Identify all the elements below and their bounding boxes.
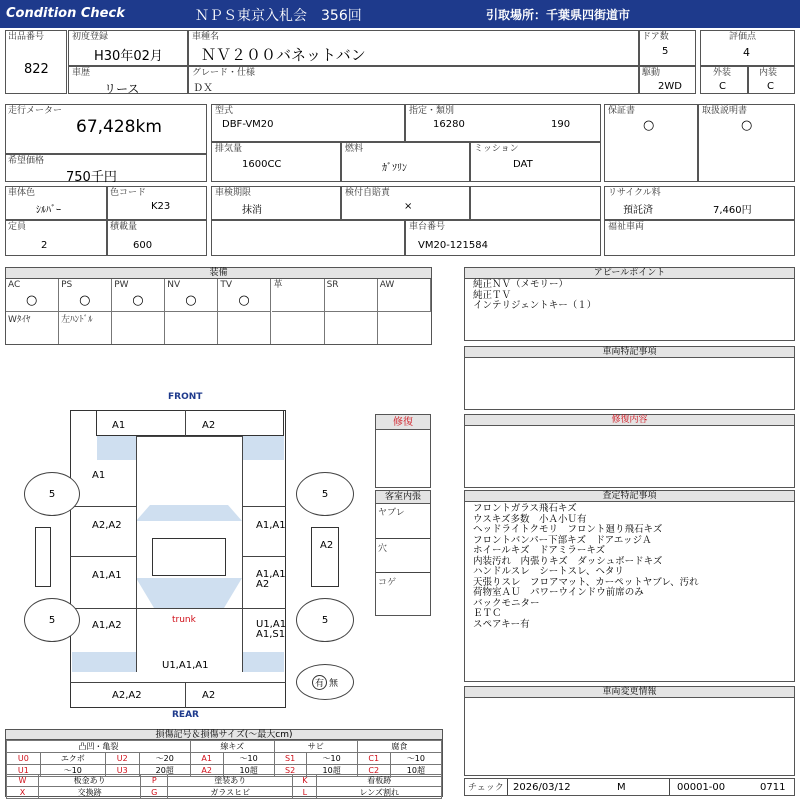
displacement-box: 排気量 1600CC	[211, 142, 341, 182]
exterior-box: 外装 C	[700, 66, 748, 94]
repair-title: 修復	[376, 415, 430, 430]
welfare-box: 福祉車両	[604, 220, 795, 256]
check-label: チェック	[468, 783, 504, 793]
liability-extra	[470, 186, 601, 220]
cabin-title: 客室内張	[376, 491, 430, 504]
fuel-box: 燃料 ｶﾞｿﾘﾝ	[341, 142, 470, 182]
mark-right-quarter: U1,A1 A1,S1	[256, 619, 287, 640]
legend-cell: エクボ	[40, 753, 105, 765]
equipment-extra-cell-4	[218, 312, 271, 344]
price-value: 750千円	[66, 170, 117, 185]
legend-cell: A1	[190, 753, 223, 765]
legend-cell: 10超	[223, 765, 274, 777]
mark-left-rear-door: A1,A1	[92, 570, 122, 581]
capacity-box: 定員 2	[5, 220, 107, 256]
repair-detail-title: 修復内容	[465, 415, 794, 426]
legend-cell: C2	[357, 765, 390, 777]
cabin-item-tear: ヤブレ	[378, 508, 405, 518]
inspection-box: 車検期限 抹消	[211, 186, 341, 220]
grade-value: ＤＸ	[193, 83, 213, 94]
equipment-extra-cell-0	[6, 312, 59, 344]
spare-yes: 有	[312, 675, 327, 690]
windshield	[136, 505, 242, 521]
mirror-left	[35, 527, 51, 587]
header-title: Condition Check	[6, 6, 125, 21]
liability-value: ×	[404, 201, 413, 212]
repair-detail-panel	[464, 414, 795, 488]
equipment-cell-2	[112, 279, 165, 312]
first-reg-box: 初度登録 H30年02月	[68, 30, 188, 66]
equipment-value: ○	[238, 293, 250, 308]
appeal-title: アピールポイント	[465, 268, 794, 279]
first-reg-value: H30年02月	[94, 49, 163, 64]
cabin-item-burn: コゲ	[378, 578, 397, 588]
legend-group-scratch: 線キズ	[190, 741, 274, 753]
mark-left-front-door: A2,A2	[92, 520, 122, 531]
drive-box: 駆動 2WD	[639, 66, 696, 94]
equipment-extra-cell-2	[112, 312, 165, 344]
headlight-right	[242, 436, 284, 460]
footer-code: 00001-00	[677, 782, 726, 793]
spare-none: 無	[329, 678, 339, 689]
legend-cell: 〜10	[306, 753, 357, 765]
recycle-fee: 7,460円	[713, 205, 752, 216]
legend-cell: ガラスヒビ	[168, 787, 293, 799]
inspection-value: 抹消	[242, 205, 262, 216]
roof	[152, 538, 226, 576]
legend-cell: P	[141, 775, 168, 787]
front-label: FRONT	[168, 392, 203, 402]
warranty-value: ○	[643, 118, 655, 133]
mark-rear-right: A2	[202, 690, 216, 701]
equipment-label: AW	[379, 280, 395, 290]
fuel-value: ｶﾞｿﾘﾝ	[382, 163, 407, 174]
legend-cell: 10超	[306, 765, 357, 777]
equipment-value: ○	[79, 293, 91, 308]
legend-group-rust: サビ	[274, 741, 357, 753]
score-value: 4	[743, 46, 750, 59]
mark-front-left: A1	[112, 420, 126, 431]
designation-value: 16280	[433, 119, 465, 130]
pickup-location: 引取場所：千葉県四街道市	[486, 8, 631, 22]
legend-cell: K	[293, 775, 317, 787]
doors-box: ドア数 5	[639, 30, 696, 66]
car-diagram	[20, 388, 360, 718]
manual-value: ○	[741, 118, 753, 133]
legend-cell: 10超	[390, 765, 441, 777]
spare-tire-icon	[296, 664, 354, 700]
rear-window	[136, 578, 242, 608]
legend-cell: U2	[105, 753, 139, 765]
legend-cell: 〜20	[139, 753, 190, 765]
mirror-right	[311, 527, 339, 587]
legend-group-dent: 凸凹・亀裂	[7, 741, 191, 753]
special-notes-title: 車両特記事項	[465, 347, 794, 358]
legend-cell: 〜10	[390, 753, 441, 765]
legend-cell: X	[7, 787, 39, 799]
inspection-notes-panel	[464, 490, 795, 682]
legend-group-corrosion: 腐食	[357, 741, 441, 753]
interior-box: 内装 C	[748, 66, 795, 94]
legend-cell: C1	[357, 753, 390, 765]
chassis-value: VM20-121584	[418, 240, 488, 251]
equipment-label: 革	[273, 280, 283, 290]
grade-box: グレード・仕様 ＤＸ	[188, 66, 639, 94]
equipment-extra-cell-1	[59, 312, 112, 344]
legend-cell: 板金あり	[38, 775, 140, 787]
equipment-label: SR	[326, 280, 339, 290]
legend-cell: 〜10	[223, 753, 274, 765]
equipment-value: ○	[26, 293, 38, 308]
repair-panel	[375, 414, 431, 488]
special-notes-panel	[464, 346, 795, 410]
color-box: 車体色 ｼﾙﾊﾞｰ	[5, 186, 107, 220]
rear-label: REAR	[172, 710, 199, 720]
load-value: 600	[133, 240, 153, 251]
liability-box: 検付自賠責 ×	[341, 186, 470, 220]
equipment-value: ○	[132, 293, 144, 308]
appeal-text: 純正ＮＶ（メモリー） 純正ＴＶ インテリジェントキー（１）	[473, 279, 597, 311]
empty-box	[211, 220, 405, 256]
mark-front-right: A2	[202, 420, 216, 431]
legend-cell: U3	[105, 765, 139, 777]
score-box: 評価点 4	[700, 30, 795, 66]
mileage-value: 67,428km	[76, 117, 162, 137]
header-bar	[0, 0, 800, 28]
mark-hood-left: A1	[92, 470, 106, 481]
legend-damage-table	[6, 740, 442, 777]
equipment-label: AC	[8, 280, 21, 290]
legend-panel	[5, 729, 443, 797]
taillight-left	[72, 652, 136, 672]
checker: M	[617, 782, 626, 793]
equipment-extra-cell-6	[325, 312, 378, 344]
equipment-cell-5	[272, 279, 325, 312]
inspection-notes-title: 査定特記事項	[465, 491, 794, 502]
equipment-extra-label: 左ﾊﾝﾄﾞﾙ	[61, 315, 93, 325]
transmission-value: DAT	[513, 159, 533, 170]
inspection-notes-text: フロントガラス飛石キズ ウスキズ多数 小Ａ小Ｕ有 ヘッドライトクモリ フロント廻り飛石キズ フロントバンパー下部キズ ドアエッジＡ ホイールキズ ドアミラーキズ 内装汚れ 内張りキズ ダッシュボードキズ ハンドルスレ シートスレ、ヘタリ 天張りスレ フロアマット、カーペットヤブレ、汚れ 荷物室ＡＵ パワーウインドウ前席のみ バックモニター ＥＴＣ スペアキー有	[473, 503, 699, 630]
history-box: 車歴 リース	[68, 66, 188, 94]
legend-cell: レンズ割れ	[317, 787, 442, 799]
mark-right-mirror: A2	[320, 540, 334, 551]
chassis-box: 車台番号 VM20-121584	[405, 220, 601, 256]
warranty-box: 保証書 ○	[604, 104, 698, 182]
load-box: 積載量 600	[107, 220, 207, 256]
equipment-cell-7	[378, 279, 431, 312]
lot-box: 出品番号 822	[5, 30, 67, 94]
equipment-cell-3	[165, 279, 218, 312]
mark-rear-bumper: U1,A1,A1	[162, 660, 209, 671]
legend-cell: U1	[7, 765, 41, 777]
equipment-cell-1	[59, 279, 112, 312]
cabin-item-hole: 穴	[378, 544, 388, 554]
trunk-label: trunk	[172, 615, 196, 625]
equipment-cell-4	[218, 279, 271, 312]
changes-title: 車両変更情報	[465, 687, 794, 698]
legend-cell: A2	[190, 765, 223, 777]
doors-value: 5	[662, 46, 669, 57]
recycle-box: リサイクル料 預託済 7,460円	[604, 186, 795, 220]
exterior-value: C	[719, 81, 726, 92]
category-value: 190	[551, 119, 571, 130]
equipment-label: TV	[220, 280, 233, 290]
headlight-left	[97, 436, 136, 460]
legend-title: 損傷記号＆損傷サイズ(〜最大cm)	[6, 730, 442, 740]
lot-number: 822	[24, 62, 49, 77]
transmission-box: ミッション DAT	[470, 142, 601, 182]
auction-name: ＮＰＳ東京入札会 356回	[195, 8, 362, 24]
check-date: 2026/03/12	[513, 782, 571, 793]
recycle-status: 預託済	[623, 205, 653, 216]
equipment-cell-6	[325, 279, 378, 312]
appeal-panel	[464, 267, 795, 341]
model-value: DBF-VM20	[222, 119, 274, 130]
equipment-label: PW	[114, 280, 129, 290]
legend-cell: S2	[274, 765, 306, 777]
legend-cell: G	[141, 787, 168, 799]
equipment-extra-cell-5	[272, 312, 325, 344]
equipment-panel	[5, 267, 432, 345]
color-code-box: 色コード K23	[107, 186, 207, 220]
mark-right-front-door: A1,A1	[256, 520, 286, 531]
equipment-extra-label: Wﾀｲﾔ	[8, 315, 31, 325]
footer-bar	[464, 778, 795, 796]
car-name-box: 車種名 ＮＶ２００バネットバン	[188, 30, 639, 66]
changes-panel	[464, 686, 795, 776]
equipment-value: ○	[185, 293, 197, 308]
wheel-front-left: 5	[24, 472, 80, 516]
legend-cell: 看板跡	[317, 775, 442, 787]
legend-repair-table	[6, 774, 442, 799]
cabin-panel	[375, 490, 431, 616]
taillight-right	[242, 652, 284, 672]
color-value: ｼﾙﾊﾞｰ	[36, 205, 61, 216]
legend-cell: 交換跡	[38, 787, 140, 799]
legend-cell: 塗装あり	[168, 775, 293, 787]
manual-box: 取扱説明書 ○	[698, 104, 795, 182]
designation-box: 指定・類別 16280 190	[405, 104, 601, 142]
mark-right-rear-door: A1,A1 A2	[256, 569, 286, 590]
capacity-value: 2	[41, 240, 48, 251]
interior-value: C	[767, 81, 774, 92]
wheel-rear-right: 5	[296, 598, 354, 642]
car-name-value: ＮＶ２００バネットバン	[201, 46, 366, 64]
price-box: 希望価格 750千円	[5, 154, 207, 182]
wheel-front-right: 5	[296, 472, 354, 516]
mileage-box: 走行メーター 67,428km	[5, 104, 207, 154]
wheel-rear-left: 5	[24, 598, 80, 642]
mark-left-quarter: A1,A2	[92, 620, 122, 631]
equipment-cell-0	[6, 279, 59, 312]
legend-cell: L	[293, 787, 317, 799]
drive-value: 2WD	[658, 81, 682, 92]
legend-cell: 〜10	[40, 765, 105, 777]
equipment-title: 装備	[6, 268, 431, 279]
mark-rear-left: A2,A2	[112, 690, 142, 701]
equipment-extra-cell-3	[165, 312, 218, 344]
equipment-label: NV	[167, 280, 181, 290]
legend-cell: U0	[7, 753, 41, 765]
displacement-value: 1600CC	[242, 159, 282, 170]
legend-cell: 20超	[139, 765, 190, 777]
model-box: 型式 DBF-VM20	[211, 104, 405, 142]
color-code-value: K23	[151, 201, 171, 212]
footer-num: 0711	[760, 782, 786, 793]
legend-cell: S1	[274, 753, 306, 765]
equipment-label: PS	[61, 280, 73, 290]
history-value: リース	[104, 82, 140, 96]
legend-cell: W	[7, 775, 39, 787]
